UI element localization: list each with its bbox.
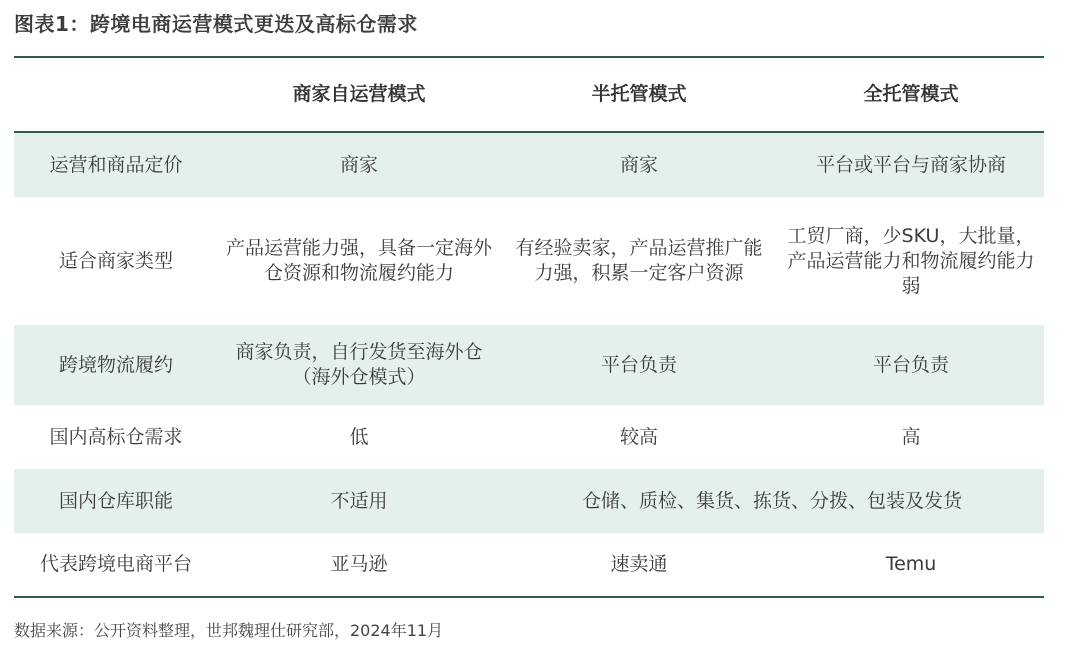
table-cell: 产品运营能力强，具备一定海外仓资源和物流履约能力 bbox=[226, 237, 493, 284]
table-cell: 高 bbox=[901, 425, 921, 448]
table-cell: 平台或平台与商家协商 bbox=[778, 132, 1044, 197]
table-cell: Temu bbox=[885, 553, 937, 575]
table-cell: 商家 bbox=[218, 132, 500, 197]
table-cell: 不适用 bbox=[218, 469, 500, 533]
table-cell: 平台负责 bbox=[500, 325, 778, 405]
table-cell: 有经验卖家，产品运营推广能力强，积累一定客户资源 bbox=[515, 237, 763, 284]
row-label: 国内高标仓需求 bbox=[49, 425, 183, 448]
header-empty bbox=[14, 58, 218, 132]
table-row bbox=[14, 469, 1044, 533]
table-cell: 平台负责 bbox=[778, 325, 1044, 405]
table-row bbox=[14, 325, 1044, 405]
table-cell: 较高 bbox=[619, 425, 658, 448]
table-cell: 商家 bbox=[500, 132, 778, 197]
table-row bbox=[14, 197, 1044, 325]
table-cell: 工贸厂商，少SKU，大批量，产品运营能力和物流履约能力弱 bbox=[787, 224, 1035, 297]
comparison-table bbox=[14, 58, 1044, 596]
table-bottom-rule bbox=[14, 596, 1044, 598]
table-cell: 速卖通 bbox=[610, 553, 668, 575]
row-label: 适合商家类型 bbox=[58, 249, 173, 272]
header-semi-managed: 半托管模式 bbox=[591, 83, 687, 105]
row-label: 运营和商品定价 bbox=[14, 132, 218, 197]
table-row bbox=[14, 132, 1044, 197]
figure-title: 图表1：跨境电商运营模式更迭及高标仓需求 bbox=[14, 12, 418, 36]
table-cell: 低 bbox=[349, 425, 369, 448]
header-fully-managed: 全托管模式 bbox=[863, 83, 959, 105]
table-cell: 亚马逊 bbox=[330, 553, 388, 575]
row-label: 代表跨境电商平台 bbox=[39, 553, 192, 575]
table-cell-merged: 仓储、质检、集货、拣货、分拨、包装及发货 bbox=[500, 469, 1044, 533]
header-self-operation: 商家自运营模式 bbox=[292, 83, 426, 105]
table-cell: 商家负责，自行发货至海外仓（海外仓模式） bbox=[218, 325, 500, 405]
row-label: 跨境物流履约 bbox=[14, 325, 218, 405]
header-row bbox=[14, 58, 1044, 132]
row-label: 国内仓库职能 bbox=[14, 469, 218, 533]
table-row bbox=[14, 405, 1044, 469]
source-note: 数据来源：公开资料整理，世邦魏理仕研究部，2024年11月 bbox=[14, 621, 444, 640]
table-row bbox=[14, 533, 1044, 596]
